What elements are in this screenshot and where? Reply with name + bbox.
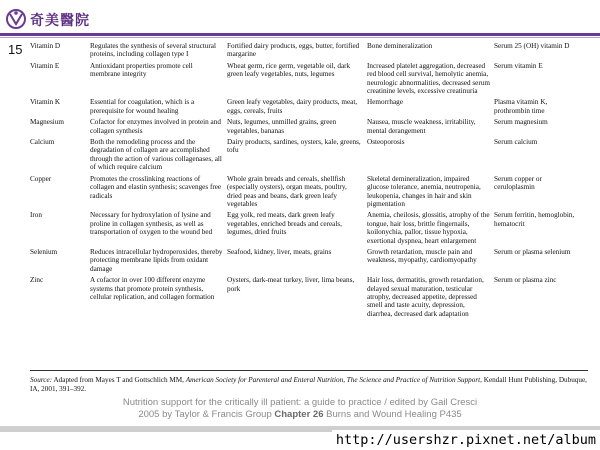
- table-row: [30, 98, 588, 118]
- cell-nutrient: Vitamin E: [30, 61, 60, 70]
- table-row: [30, 62, 588, 99]
- citation-line-2: [0, 409, 600, 421]
- cell-assessment: Serum copper or ceruloplasmin: [494, 174, 542, 192]
- cell-sources: Dairy products, sardines, oysters, kale, greens, tofu: [227, 138, 361, 155]
- cell-nutrient: Magnesium: [30, 118, 64, 127]
- source-text-after: , Kendall Hunt Publishing, Dubuque, IA, 2001, 391–392.: [30, 376, 587, 393]
- cell-function: A cofactor in over 100 different enzyme systems that promote protein synthesis, cellular replication, and collagen formation: [90, 276, 215, 301]
- cell-function: Cofactor for enzymes involved in protein and collagen synthesis: [90, 118, 221, 135]
- cell-nutrient: Copper: [30, 174, 52, 183]
- cell-sources: Fortified dairy products, eggs, butter, fortified margarine: [227, 42, 360, 59]
- table-row: [30, 175, 588, 212]
- table-row: [30, 248, 588, 276]
- cell-sources: Oysters, dark-meat turkey, liver, lima beans, pork: [227, 276, 355, 293]
- citation-line-2-prefix: 2005 by Taylor & Francis Group: [138, 409, 275, 420]
- table-row: [30, 138, 588, 175]
- cell-nutrient: Vitamin K: [30, 98, 61, 107]
- citation-line-2-suffix: Burns and Wound Healing P435: [323, 409, 462, 420]
- hospital-logo-icon: [4, 8, 28, 30]
- cell-assessment: Serum calcium: [494, 138, 538, 147]
- cell-nutrient: Zinc: [30, 276, 44, 285]
- cell-function: Promotes the crosslinking reactions of collagen and elastin synthesis; scavenges free radicals: [90, 174, 222, 200]
- cell-sources: Nuts, legumes, unmilled grains, green vegetables, bananas: [227, 118, 337, 135]
- nutrient-table: [30, 42, 588, 321]
- cell-function: Regulates the synthesis of several structural proteins, including collagen type I: [90, 42, 216, 59]
- cell-assessment: Serum or plasma selenium: [494, 247, 571, 256]
- cell-assessment: Plasma vitamin K, prothrombin time: [494, 98, 548, 115]
- cell-function: Essential for coagulation, which is a prerequisite for wound healing: [90, 98, 195, 115]
- cell-sources: Egg yolk, red meats, dark green leafy vegetables, enriched breads and cereals, legumes, dried fruits: [227, 211, 342, 237]
- cell-deficiency: Increased platelet aggregation, decreased red blood cell survival, hemolytic anemia, neurologic abnormalities, decreased serum creatinine levels, excessive creatinuria: [367, 61, 490, 96]
- source-title: American Society for Parenteral and Enteral Nutrition, The Science and Practice of Nutrition Support: [185, 376, 481, 384]
- cell-deficiency: Osteoporosis: [367, 138, 405, 147]
- page-header: [0, 0, 600, 38]
- cell-nutrient: Iron: [30, 211, 42, 220]
- cell-assessment: Serum 25 (OH) vitamin D: [494, 42, 570, 50]
- cell-sources: Seafood, kidney, liver, meats, grains: [227, 247, 332, 256]
- citation-line-1: Nutrition support for the critically ill patient: a guide to practice / edited by Gail Cresci: [122, 397, 478, 408]
- book-citation: [0, 397, 600, 421]
- table-row: [30, 276, 588, 321]
- watermark-url: http://usershzr.pixnet.net/album: [332, 430, 600, 450]
- cell-assessment: Serum magnesium: [494, 118, 548, 127]
- cell-deficiency: Hemorrhage: [367, 98, 403, 107]
- cell-function: Both the remodeling process and the degradation of collagen are accomplished through the action of various collagenases, all of which require calcium: [90, 138, 222, 172]
- table-row: [30, 42, 588, 62]
- cell-assessment: Serum or plasma zinc: [494, 276, 557, 285]
- cell-sources: Whole grain breads and cereals, shellfish (especially oysters), organ meats, poultry, dried peas and beans, dark green leafy vegetables: [227, 174, 347, 208]
- cell-function: Necessary for hydroxylation of lysine and proline in collagen synthesis, as well as transportation of oxygen to the wound bed: [90, 211, 213, 237]
- cell-deficiency: Bone demineralization: [367, 42, 433, 50]
- header-rule: [0, 33, 600, 36]
- nutrient-table-body: [30, 42, 588, 321]
- hospital-name: 奇美醫院: [30, 13, 90, 29]
- cell-nutrient: Calcium: [30, 138, 55, 147]
- cell-nutrient: Vitamin D: [30, 42, 61, 50]
- cell-sources: Green leafy vegetables, dairy products, meat, eggs, cereals, fruits: [227, 98, 358, 115]
- source-note: [30, 376, 590, 393]
- cell-deficiency: Growth retardation, muscle pain and weakness, myopathy, cardiomyopathy: [367, 247, 477, 265]
- cell-assessment: Serum ferritin, hemoglobin, hematocrit: [494, 211, 575, 228]
- source-rule: [30, 370, 588, 371]
- table-row: [30, 211, 588, 248]
- cell-nutrient: Selenium: [30, 247, 58, 256]
- cell-sources: Wheat germ, rice germ, vegetable oil, dark green leafy vegetables, nuts, legumes: [227, 61, 351, 79]
- cell-deficiency: Skeletal demineralization, impaired glucose tolerance, anemia, neutropenia, leukopenia, changes in hair and skin pigmentation: [367, 174, 481, 208]
- cell-assessment: Serum vitamin E: [494, 61, 543, 70]
- cell-function: Antioxidant properties promote cell membrane integrity: [90, 61, 193, 79]
- cell-deficiency: Anemia, cheilosis, glossitis, atrophy of the tongue, hair loss, brittle fingernails, koilonychia, pallor, tissue hypoxia, exertional dyspnea, heart enlargement: [367, 211, 490, 245]
- cell-function: Reduces intracellular hydroperoxides, thereby protecting membrane lipids from oxidant damage: [90, 247, 223, 273]
- source-label: Source:: [30, 376, 53, 384]
- page-number: 15: [8, 42, 23, 57]
- cell-deficiency: Nausea, muscle weakness, irritability, mental derangement: [367, 118, 476, 135]
- source-text-before: Adapted from Mayes T and Gottschlich MM,: [52, 376, 186, 384]
- table-row: [30, 118, 588, 138]
- citation-chapter: Chapter 26: [274, 409, 324, 420]
- cell-deficiency: Hair loss, dermatitis, growth retardation, delayed sexual maturation, testicular atrophy, decreased appetite, depressed smell and taste acuity, depression, diarrhea, decreased dark adaptation: [367, 276, 484, 318]
- header-rule-thin: [0, 37, 600, 38]
